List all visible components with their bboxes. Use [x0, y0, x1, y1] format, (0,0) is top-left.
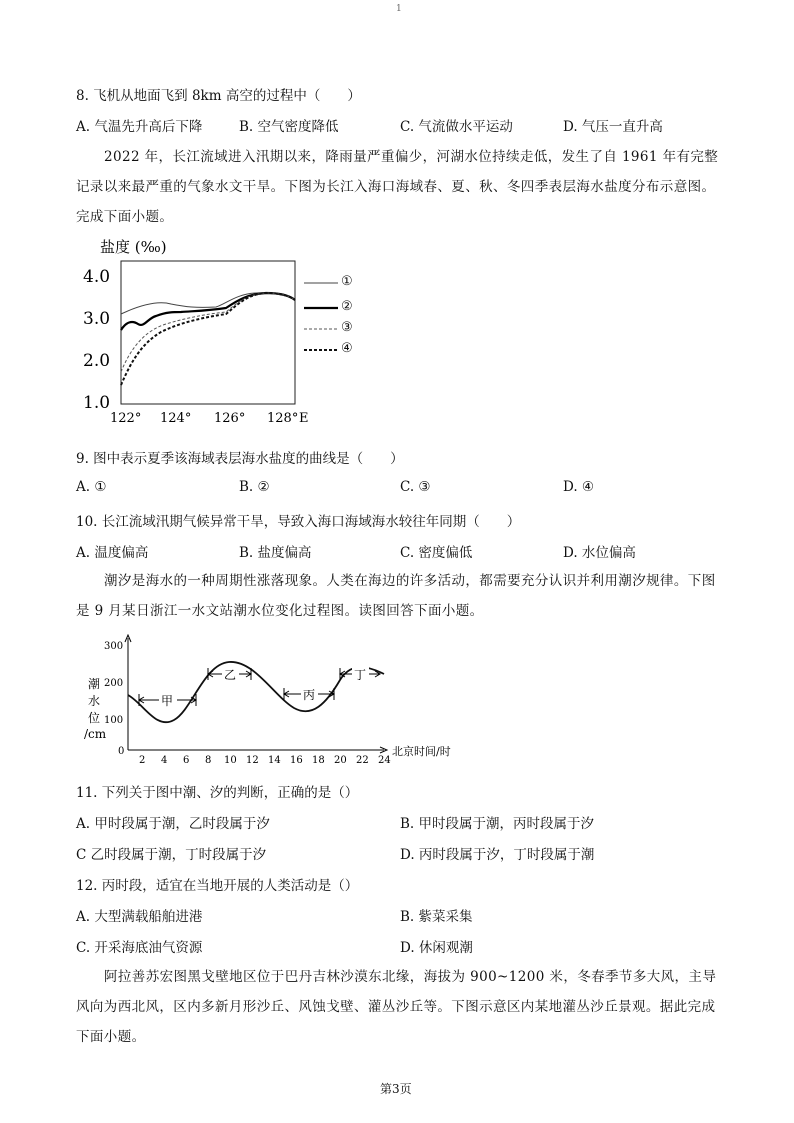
- tide-segment-jia-label: 甲: [161, 694, 174, 708]
- header-mark: 1: [396, 4, 402, 14]
- q8-options: [76, 115, 726, 135]
- salinity-legend-label-1: ①: [341, 274, 353, 289]
- q12-stem: 12. 丙时段，适宜在当地开展的人类活动是（）: [76, 878, 359, 894]
- tide-xtick-18: 18: [312, 755, 325, 766]
- salinity-ytick-40: 4.0: [83, 267, 111, 287]
- tide-xtick-12: 12: [246, 755, 259, 766]
- tide-ylabel-4: /cm: [84, 727, 107, 741]
- q11-stem: 11. 下列关于图中潮、汐的判断，正确的是（）: [76, 785, 359, 801]
- salinity-xunit: E: [299, 411, 309, 426]
- passage-drought-text: 2022 年，长江流域进入汛期以来，降雨量严重偏少，河湖水位持续走低，发生了自 1961 年有完整记录以来最严重的气象水文干旱。下图为长江入海口海域春、夏、秋、冬四季表层海水盐度分布示意图。完成下面小题。: [76, 149, 719, 225]
- salinity-curve-2: [121, 293, 295, 330]
- salinity-ylabel: 盐度 (‰): [100, 238, 167, 256]
- passage-tide: [76, 566, 722, 626]
- salinity-chart: [76, 232, 346, 427]
- q10-stem: 10. 长江流域汛期气候异常干旱，导致入海口海域海水较往年同期（ ）: [76, 514, 521, 530]
- q10-option-c[interactable]: C. 密度偏低: [400, 545, 473, 561]
- salinity-ytick-30: 3.0: [83, 309, 111, 329]
- q10-option-b[interactable]: B. 盐度偏高: [239, 545, 312, 561]
- tide-segment-ding-label: 丁: [354, 668, 367, 682]
- tide-xtick-22: 22: [356, 755, 369, 766]
- q12-options-row1: [76, 905, 726, 925]
- tide-ylabel-1: 潮: [88, 677, 101, 691]
- q11-option-c[interactable]: C 乙时段属于潮，丁时段属于汐: [76, 847, 267, 863]
- passage-gobi-text: 阿拉善苏宏图黑戈壁地区位于巴丹吉林沙漠东北缘，海拔为 900~1200 米，冬春季节多大风，主导风向为西北风，区内多新月形沙丘、风蚀戈壁、灌丛沙丘等。下图示意区内某地灌丛沙丘景观。据此完成下面小题。: [76, 969, 717, 1045]
- salinity-xtick-128: 128°: [267, 411, 299, 426]
- passage-gobi: [76, 962, 722, 1052]
- page-number: 第3页: [380, 1082, 412, 1096]
- q12-option-b[interactable]: B. 紫菜采集: [400, 909, 473, 925]
- salinity-ytick-20: 2.0: [83, 351, 111, 371]
- tide-ylabel-2: 水: [88, 694, 101, 708]
- tide-chart: [84, 634, 464, 769]
- q8-option-d[interactable]: D. 气压一直升高: [563, 119, 663, 135]
- q8-option-c[interactable]: C. 气流做水平运动: [400, 119, 513, 135]
- passage-tide-text: 潮汐是海水的一种周期性涨落现象。人类在海边的许多活动，都需要充分认识并利用潮汐规律。下图是 9 月某日浙江一水文站潮水位变化过程图。读图回答下面小题。: [76, 573, 716, 619]
- tide-xtick-10: 10: [224, 755, 237, 766]
- q12-option-d[interactable]: D. 休闲观潮: [400, 940, 473, 956]
- salinity-legend-label-2: ②: [341, 299, 353, 314]
- q10-option-a[interactable]: A. 温度偏高: [76, 545, 149, 561]
- q10-option-d[interactable]: D. 水位偏高: [563, 545, 636, 561]
- tide-ytick-300: 300: [104, 641, 124, 652]
- tide-xtick-16: 16: [290, 755, 303, 766]
- q8-stem: 8. 飞机从地面飞到 8km 高空的过程中（ ）: [76, 88, 361, 104]
- tide-xtick-24: 24: [378, 755, 391, 766]
- q12-options-row2: [76, 936, 726, 956]
- tide-ylabel-3: 位: [88, 711, 101, 725]
- tide-ytick-0: 0: [118, 746, 125, 757]
- salinity-legend-label-4: ④: [341, 341, 353, 356]
- tide-xtick-20: 20: [334, 755, 347, 766]
- passage-drought: [76, 142, 722, 232]
- salinity-xtick-122: 122°: [110, 411, 142, 426]
- q11-options-row1: [76, 812, 726, 832]
- salinity-ytick-10: 1.0: [83, 393, 111, 413]
- tide-xtick-8: 8: [205, 755, 212, 766]
- q11-option-d[interactable]: D. 丙时段属于汐，丁时段属于潮: [400, 847, 595, 863]
- tide-xtick-4: 4: [161, 755, 168, 766]
- tide-segment-bing-label: 丙: [303, 688, 316, 702]
- q10-options: [76, 541, 726, 561]
- q8-option-b[interactable]: B. 空气密度降低: [239, 119, 339, 135]
- tide-xtick-6: 6: [183, 755, 190, 766]
- tide-ytick-200: 200: [104, 678, 124, 689]
- q9-option-b[interactable]: B. ②: [239, 479, 270, 495]
- q12-option-c[interactable]: C. 开采海底油气资源: [76, 940, 203, 956]
- q9-option-c[interactable]: C. ③: [400, 479, 431, 495]
- salinity-legend-label-3: ③: [341, 320, 353, 335]
- tide-xlabel: 北京时间/时: [392, 745, 451, 758]
- tide-xtick-14: 14: [268, 755, 281, 766]
- q8-option-a[interactable]: A. 气温先升高后下降: [76, 119, 203, 135]
- salinity-xtick-126: 126°: [214, 411, 246, 426]
- q9-option-a[interactable]: A. ①: [76, 479, 107, 495]
- salinity-xtick-124: 124°: [160, 411, 192, 426]
- tide-segment-yi-label: 乙: [224, 668, 237, 682]
- q11-option-b[interactable]: B. 甲时段属于潮，丙时段属于汐: [400, 816, 595, 832]
- salinity-plot-frame: [121, 261, 295, 404]
- q11-option-a[interactable]: A. 甲时段属于潮，乙时段属于汐: [76, 816, 270, 832]
- q9-stem: 9. 图中表示夏季该海域表层海水盐度的曲线是（ ）: [76, 451, 404, 467]
- q9-options: [76, 479, 726, 499]
- q12-option-a[interactable]: A. 大型满载船舶进港: [76, 909, 203, 925]
- tide-xtick-2: 2: [139, 755, 146, 766]
- q9-option-d[interactable]: D. ④: [563, 479, 595, 495]
- tide-ytick-100: 100: [104, 715, 124, 726]
- q11-options-row2: [76, 843, 726, 863]
